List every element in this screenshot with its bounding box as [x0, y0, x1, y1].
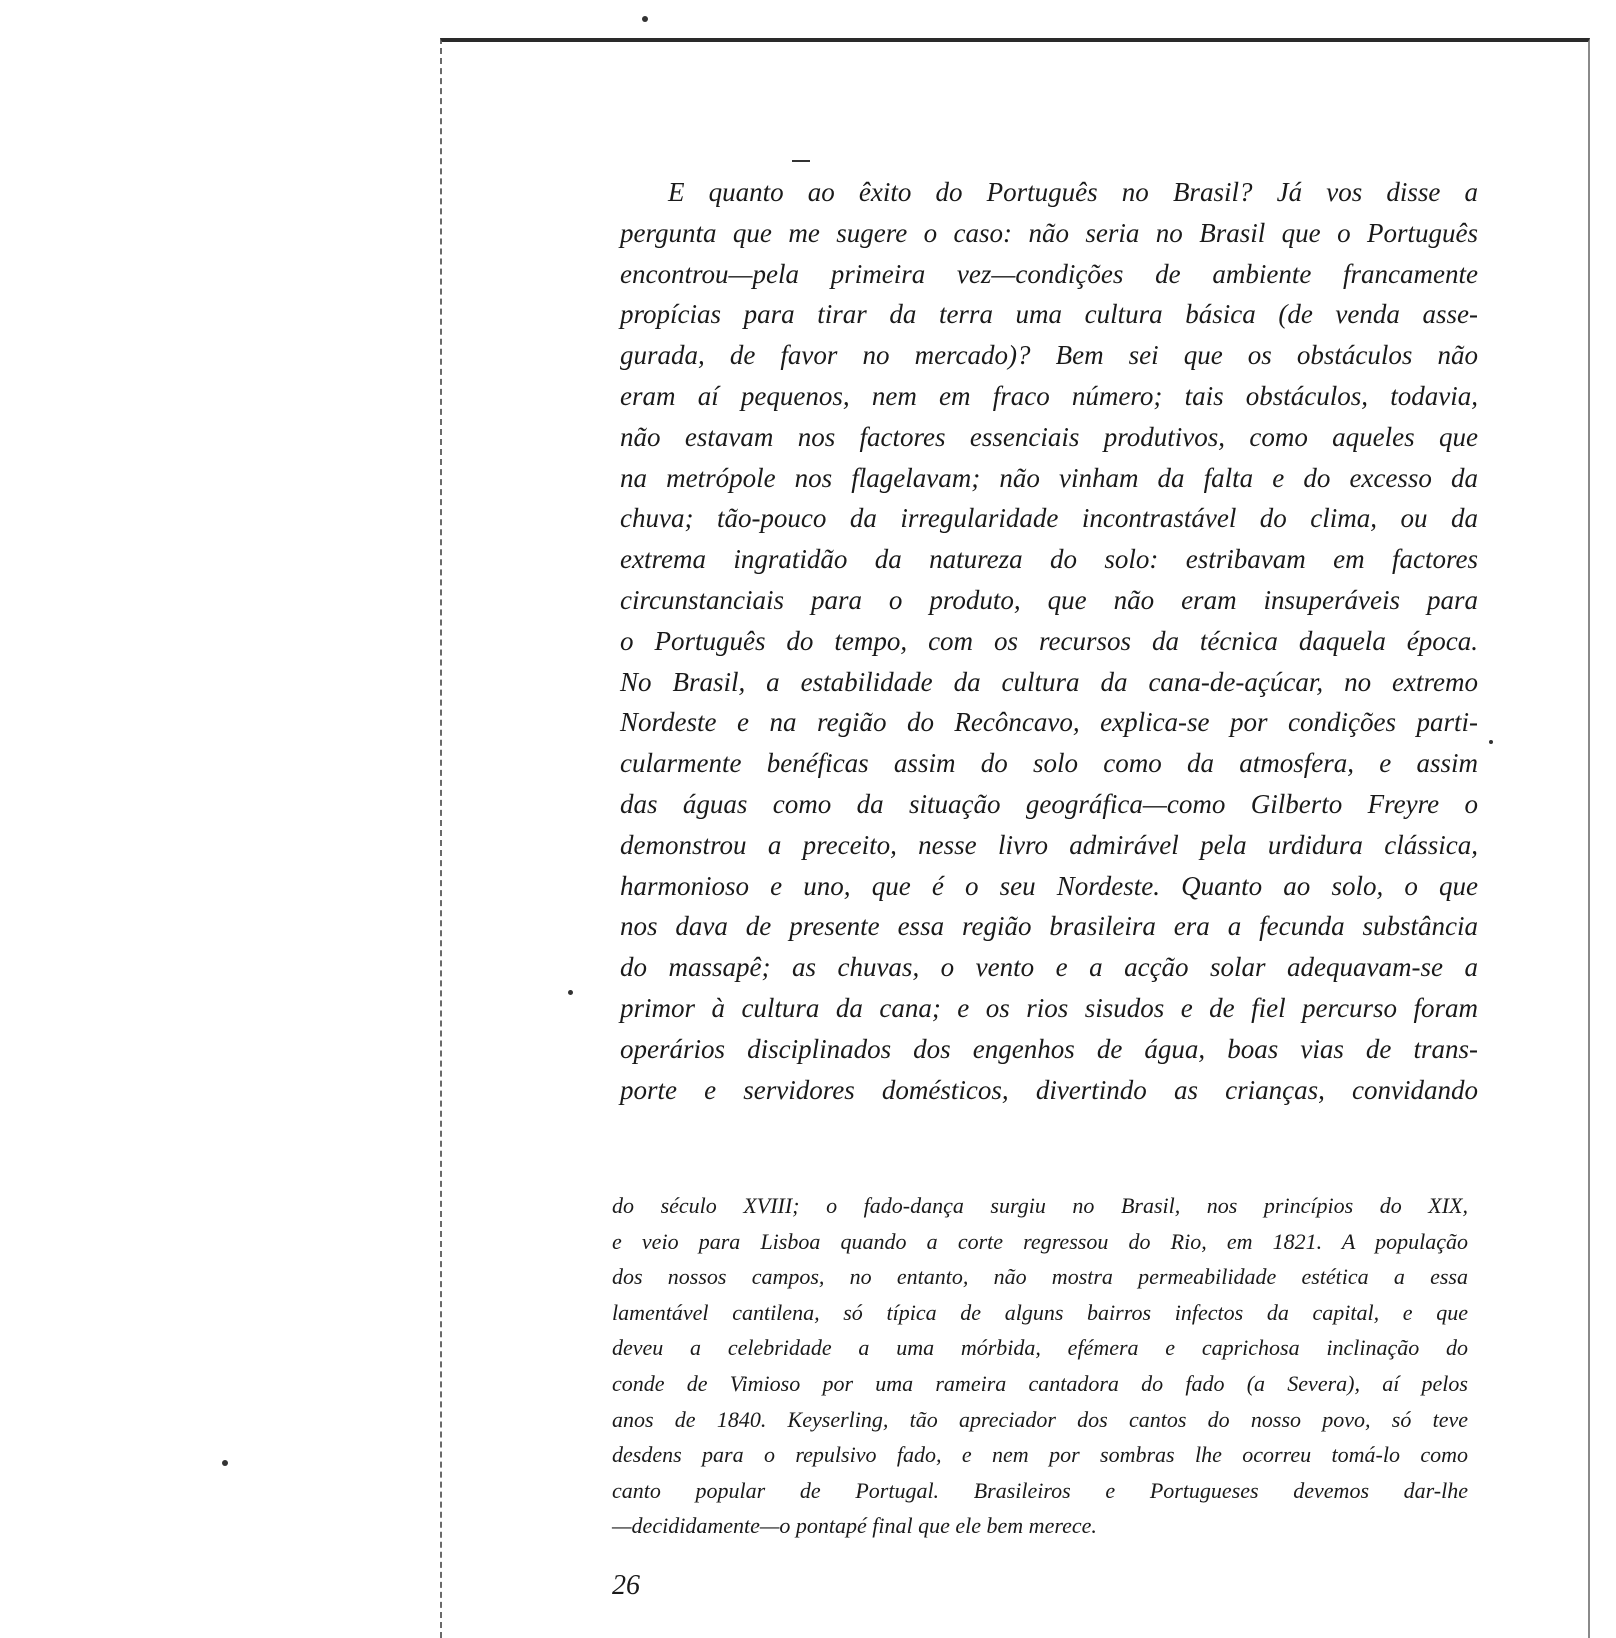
text-line: demonstrou a preceito, nesse livro admirável pela urdidura clássica, — [620, 829, 1478, 860]
text-line: circunstanciais para o produto, que não eram insuperáveis para — [620, 584, 1478, 615]
text-line: cularmente benéficas assim do solo como da atmosfera, e assim — [620, 748, 1478, 779]
footnote-line: lamentável cantilena, só típica de alguns bairros infectos da capital, e que — [612, 1299, 1468, 1325]
text-line: porte e servidores domésticos, divertindo as crianças, convidando — [620, 1074, 1478, 1105]
ornament-dash — [792, 160, 810, 162]
scan-speck — [568, 990, 573, 995]
text-line: Nordeste e na região do Recôncavo, explica-se por condições parti- — [620, 707, 1478, 738]
footnote-line: conde de Vimioso por uma rameira cantadora do fado (a Severa), aí pelos — [612, 1370, 1468, 1396]
footnote-line: —decididamente—o pontapé final que ele bem merece. — [612, 1513, 1097, 1539]
footnote-line: e veio para Lisboa quando a corte regressou do Rio, em 1821. A população — [612, 1228, 1468, 1254]
text-line: do massapê; as chuvas, o vento e a acção solar adequavam-se a — [620, 952, 1478, 983]
text-line: chuva; tão-pouco da irregularidade incontrastável do clima, ou da — [620, 503, 1478, 534]
footnote-line: dos nossos campos, no entanto, não mostra permeabilidade estética a essa — [612, 1264, 1468, 1290]
text-line: E quanto ao êxito do Português no Brasil? Já vos disse a — [668, 177, 1478, 207]
main-text — [620, 172, 1478, 1110]
text-line: No Brasil, a estabilidade da cultura da cana-de-açúcar, no extremo — [620, 666, 1478, 697]
footnote-line: do século XVIII; o fado-dança surgiu no Brasil, nos princípios do XIX, — [612, 1193, 1468, 1218]
text-line: eram aí pequenos, nem em fraco número; tais obstáculos, todavia, — [620, 380, 1478, 411]
text-line: das águas como da situação geográfica—como Gilberto Freyre o — [620, 788, 1478, 819]
footnote — [612, 1188, 1468, 1544]
footnote-line: deveu a celebridade a uma mórbida, efémera e caprichosa inclinação do — [612, 1335, 1468, 1361]
text-line: gurada, de favor no mercado)? Bem sei que os obstáculos não — [620, 340, 1478, 371]
scan-speck — [222, 1460, 228, 1466]
footnote-line: anos de 1840. Keyserling, tão apreciador dos cantos do nosso povo, só teve — [612, 1406, 1468, 1432]
page-number: 26 — [612, 1570, 640, 1601]
text-line: encontrou—pela primeira vez—condições de ambiente francamente — [620, 258, 1478, 289]
text-line: propícias para tirar da terra uma cultura básica (de venda asse- — [620, 299, 1478, 330]
text-line: extrema ingratidão da natureza do solo: estribavam em factores — [620, 544, 1478, 575]
text-line: primor à cultura da cana; e os rios sisudos e de fiel percurso foram — [620, 992, 1478, 1023]
text-line: não estavam nos factores essenciais produtivos, como aqueles que — [620, 421, 1478, 452]
text-line: na metrópole nos flagelavam; não vinham da falta e do excesso da — [620, 462, 1478, 493]
text-line: harmonioso e uno, que é o seu Nordeste. Quanto ao solo, o que — [620, 870, 1478, 901]
text-line: pergunta que me sugere o caso: não seria no Brasil que o Português — [620, 217, 1478, 248]
text-line: nos dava de presente essa região brasileira era a fecunda substância — [620, 911, 1478, 942]
text-line: o Português do tempo, com os recursos da técnica daquela época. — [620, 625, 1478, 656]
footnote-line: desdens para o repulsivo fado, e nem por sombras lhe ocorreu tomá-lo como — [612, 1442, 1468, 1468]
scan-speck — [642, 16, 648, 22]
scan-speck — [1489, 740, 1493, 744]
text-line: operários disciplinados dos engenhos de água, boas vias de trans- — [620, 1033, 1478, 1064]
footnote-line: canto popular de Portugal. Brasileiros e Portugueses devemos dar-lhe — [612, 1477, 1468, 1503]
